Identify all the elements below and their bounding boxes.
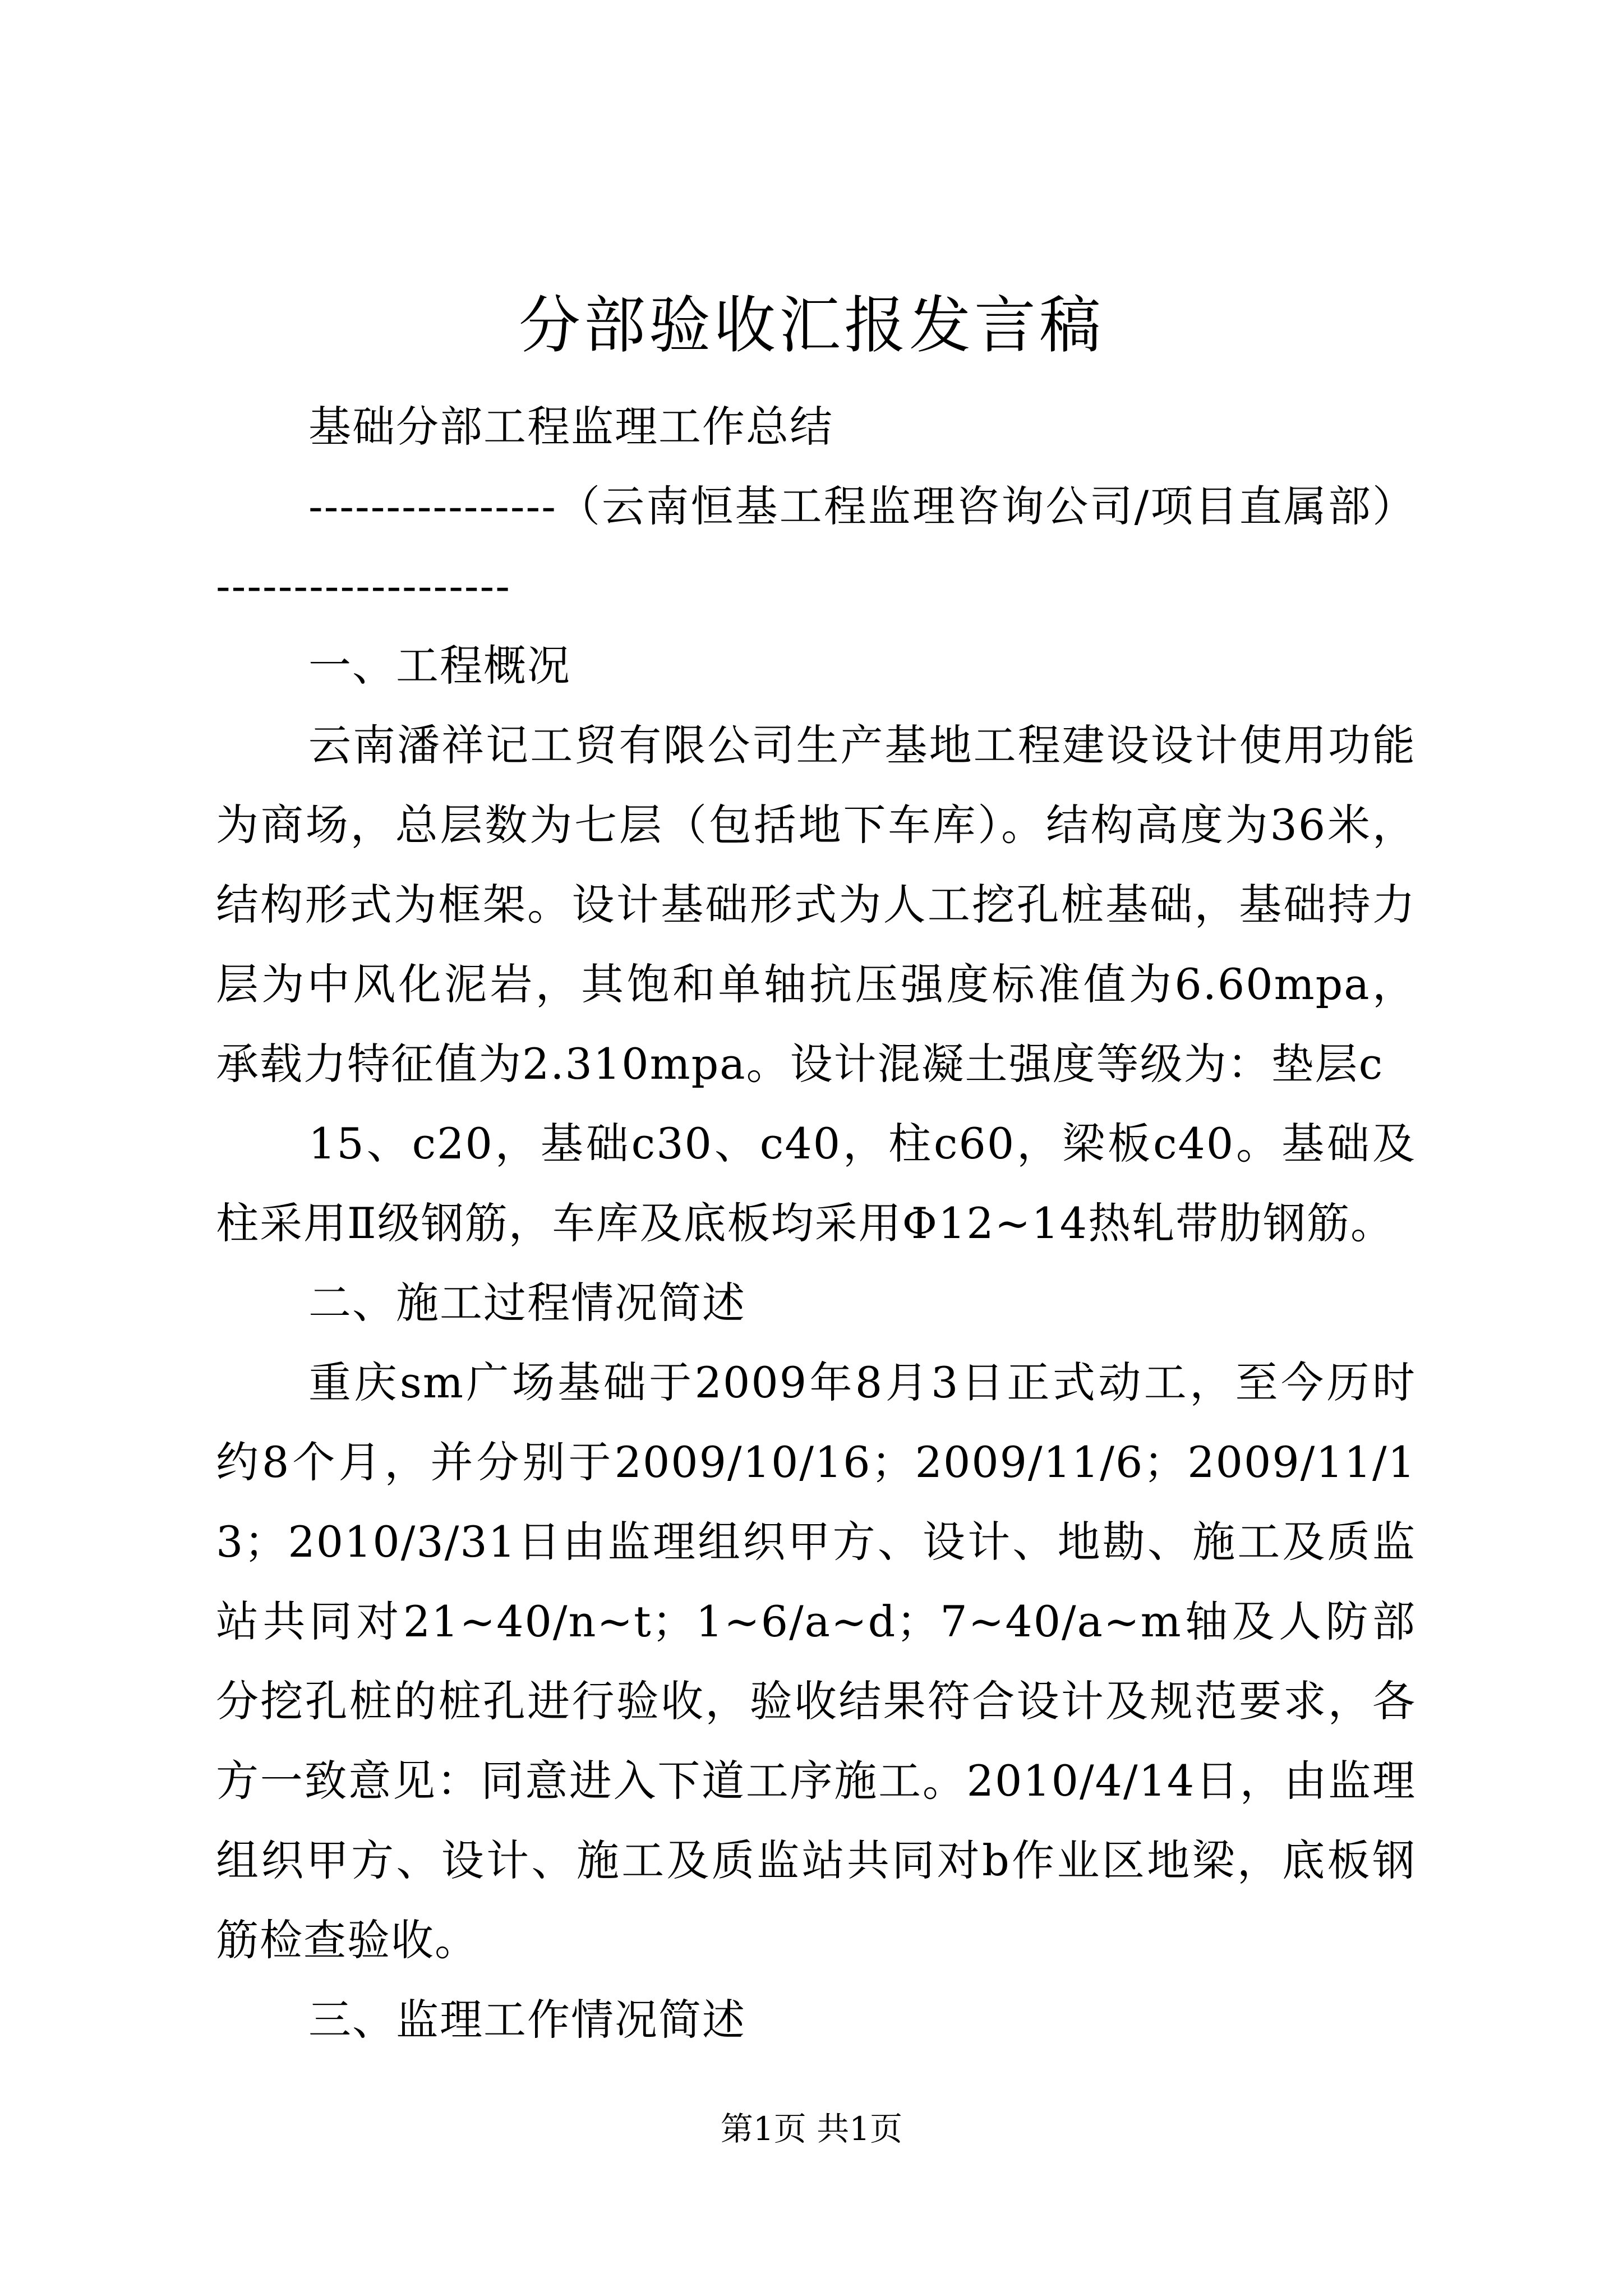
subtitle-paragraph: 基础分部工程监理工作总结 (308, 402, 833, 452)
section-heading-construction: 二、施工过程情况简述 (308, 1278, 746, 1328)
section-heading-supervision: 三、监理工作情况简述 (308, 1995, 746, 2045)
page-number-footer: 第1页 共1页 (720, 2110, 903, 2148)
document-body (216, 387, 1416, 2060)
construction-paragraph: 重庆sm广场基础于2009年8月3日正式动工，至今历时约8个月，并分别于2009/10/16；2009/11/6；2009/11/13；2010/3/31日由监理组织甲方、设计、地勘、施工及质监站共同对21~40/n~t；1~6/a~d；7~40/a~m轴及人防部分挖孔桩的桩孔进行验收，验收结果符合设计及规范要求，各方一致意见：同意进入下道工序施工。2010/4/14日，由监理组织甲方、设计、施工及质监站共同对b作业区地梁，底板钢筋检查验收。 (216, 1358, 1416, 1965)
overview-paragraph: 云南潘祥记工贸有限公司生产基地工程建设设计使用功能为商场，总层数为七层（包括地下车库）。结构高度为36米，结构形式为框架。设计基础形式为人工挖孔桩基础，基础持力层为中风化泥岩，其饱和单轴抗压强度标准值为6.60mpa，承载力特征值为2.310mpa。设计混凝土强度等级为：垫层c (216, 720, 1416, 1089)
organization-paragraph: ----------------（云南恒基工程监理咨询公司/项目直属部）------------------- (216, 481, 1416, 611)
document-title: 分部验收汇报发言稿 (519, 289, 1104, 361)
section-heading-overview: 一、工程概况 (308, 641, 571, 691)
overview-continued-paragraph: 15、c20，基础c30、c40，柱c60，梁板c40。基础及柱采用Ⅱ级钢筋，车库及底板均采用Φ12~14热轧带肋钢筋。 (216, 1119, 1416, 1248)
